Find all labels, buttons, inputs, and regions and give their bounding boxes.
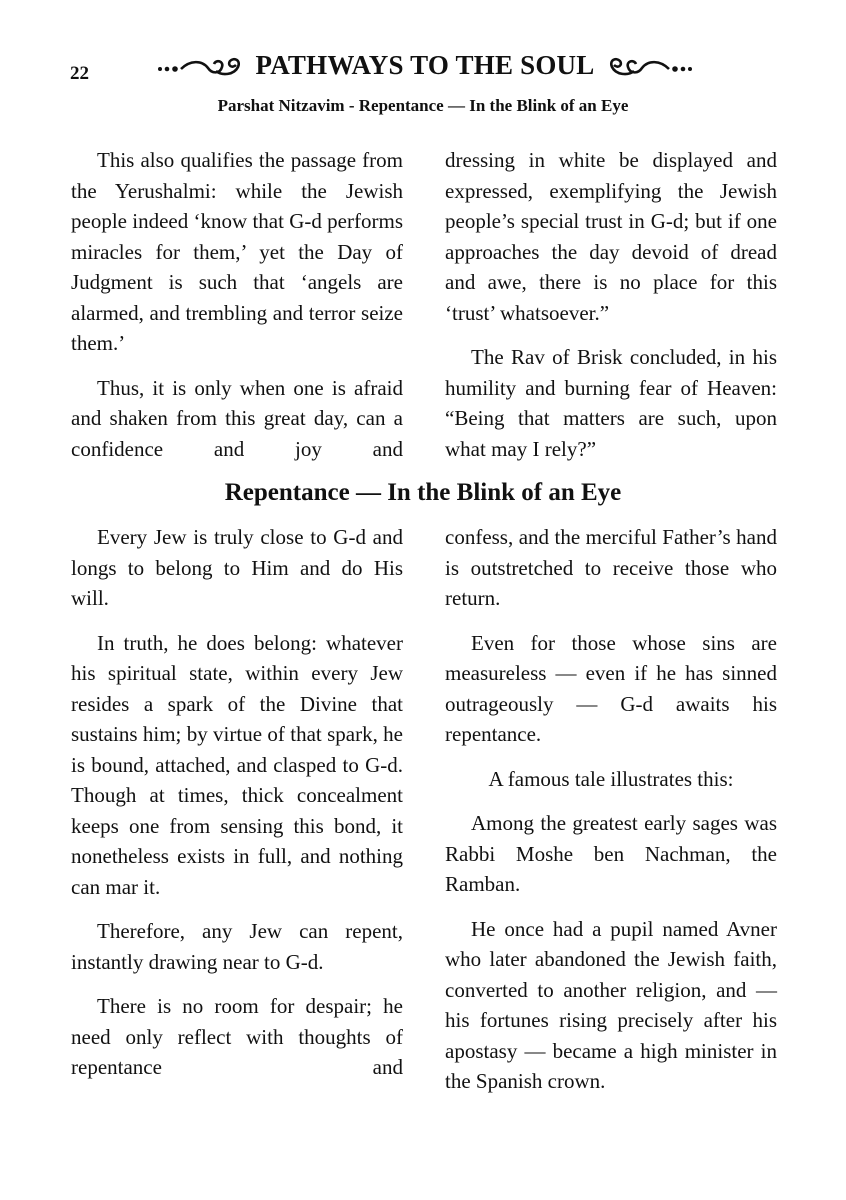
- paragraph: Therefore, any Jew can repent, instantly drawing near to G-d.: [71, 919, 403, 974]
- left-flourish-ornament: [156, 54, 248, 78]
- paragraph: Even for those whose sins are measureless — even if he has sinned outrageously — G-d awaits his repentance.: [445, 630, 777, 746]
- bottom-left-column: [71, 522, 403, 1083]
- paragraph: The Rav of Brisk concluded, in his humility and burning fear of Heaven: “Being that matters are such, upon what may I rely?”: [445, 345, 777, 461]
- paragraph: Thus, it is only when one is afraid and shaken from this great day, can a confidence and joy and: [71, 375, 403, 461]
- paragraph: dressing in white be displayed and expressed, exemplifying the Jewish people’s special trust in G-d; but if one approaches the day devoid of dread and awe, there is no place for this ‘trust’ whatsoever.”: [445, 148, 777, 325]
- running-title: [130, 50, 720, 90]
- paragraph: This also qualifies the passage from the Yerushalmi: while the Jewish people indeed ‘know that G-d performs miracles for them,’ yet the Day of Judgment is such that ‘angels are alarmed, and trembling and terror seize them.’: [71, 148, 403, 355]
- paragraph: A famous tale illustrates this:: [488, 766, 734, 791]
- page-header: [0, 50, 846, 90]
- top-left-column: [71, 145, 403, 464]
- paragraph: confess, and the merciful Father’s hand is outstretched to receive those who return.: [445, 525, 777, 610]
- paragraph: Among the greatest early sages was Rabbi Moshe ben Nachman, the Ramban.: [445, 811, 777, 896]
- paragraph: In truth, he does belong: whatever his spiritual state, within every Jew resides a spark of the Divine that sustains him; by virtue of that spark, he is bound, attached, and clasped to G-d. Though at times, thick concealment keeps one from sensing this bond, it nonetheless exists in full, and nothing can mar it.: [71, 630, 403, 899]
- book-title: PATHWAYS TO THE SOUL: [255, 50, 595, 80]
- chapter-subtitle: Parshat Nitzavim - Repentance — In the Blink of an Eye: [217, 96, 629, 115]
- section-title: Repentance — In the Blink of an Eye: [224, 479, 622, 506]
- top-right-column: [445, 145, 777, 464]
- bottom-right-column: [445, 522, 777, 1097]
- paragraph: Every Jew is truly close to G-d and longs to belong to Him and do His will.: [71, 525, 403, 610]
- page-number: 22: [70, 63, 89, 84]
- paragraph: There is no room for despair; he need only reflect with thoughts of repentance and: [71, 994, 403, 1079]
- paragraph: He once had a pupil named Avner who later abandoned the Jewish faith, converted to another religion, and — his fortunes rising precisely after his apostasy — became a high minister in the Spanish crown.: [445, 916, 777, 1093]
- right-flourish-ornament: [602, 54, 694, 78]
